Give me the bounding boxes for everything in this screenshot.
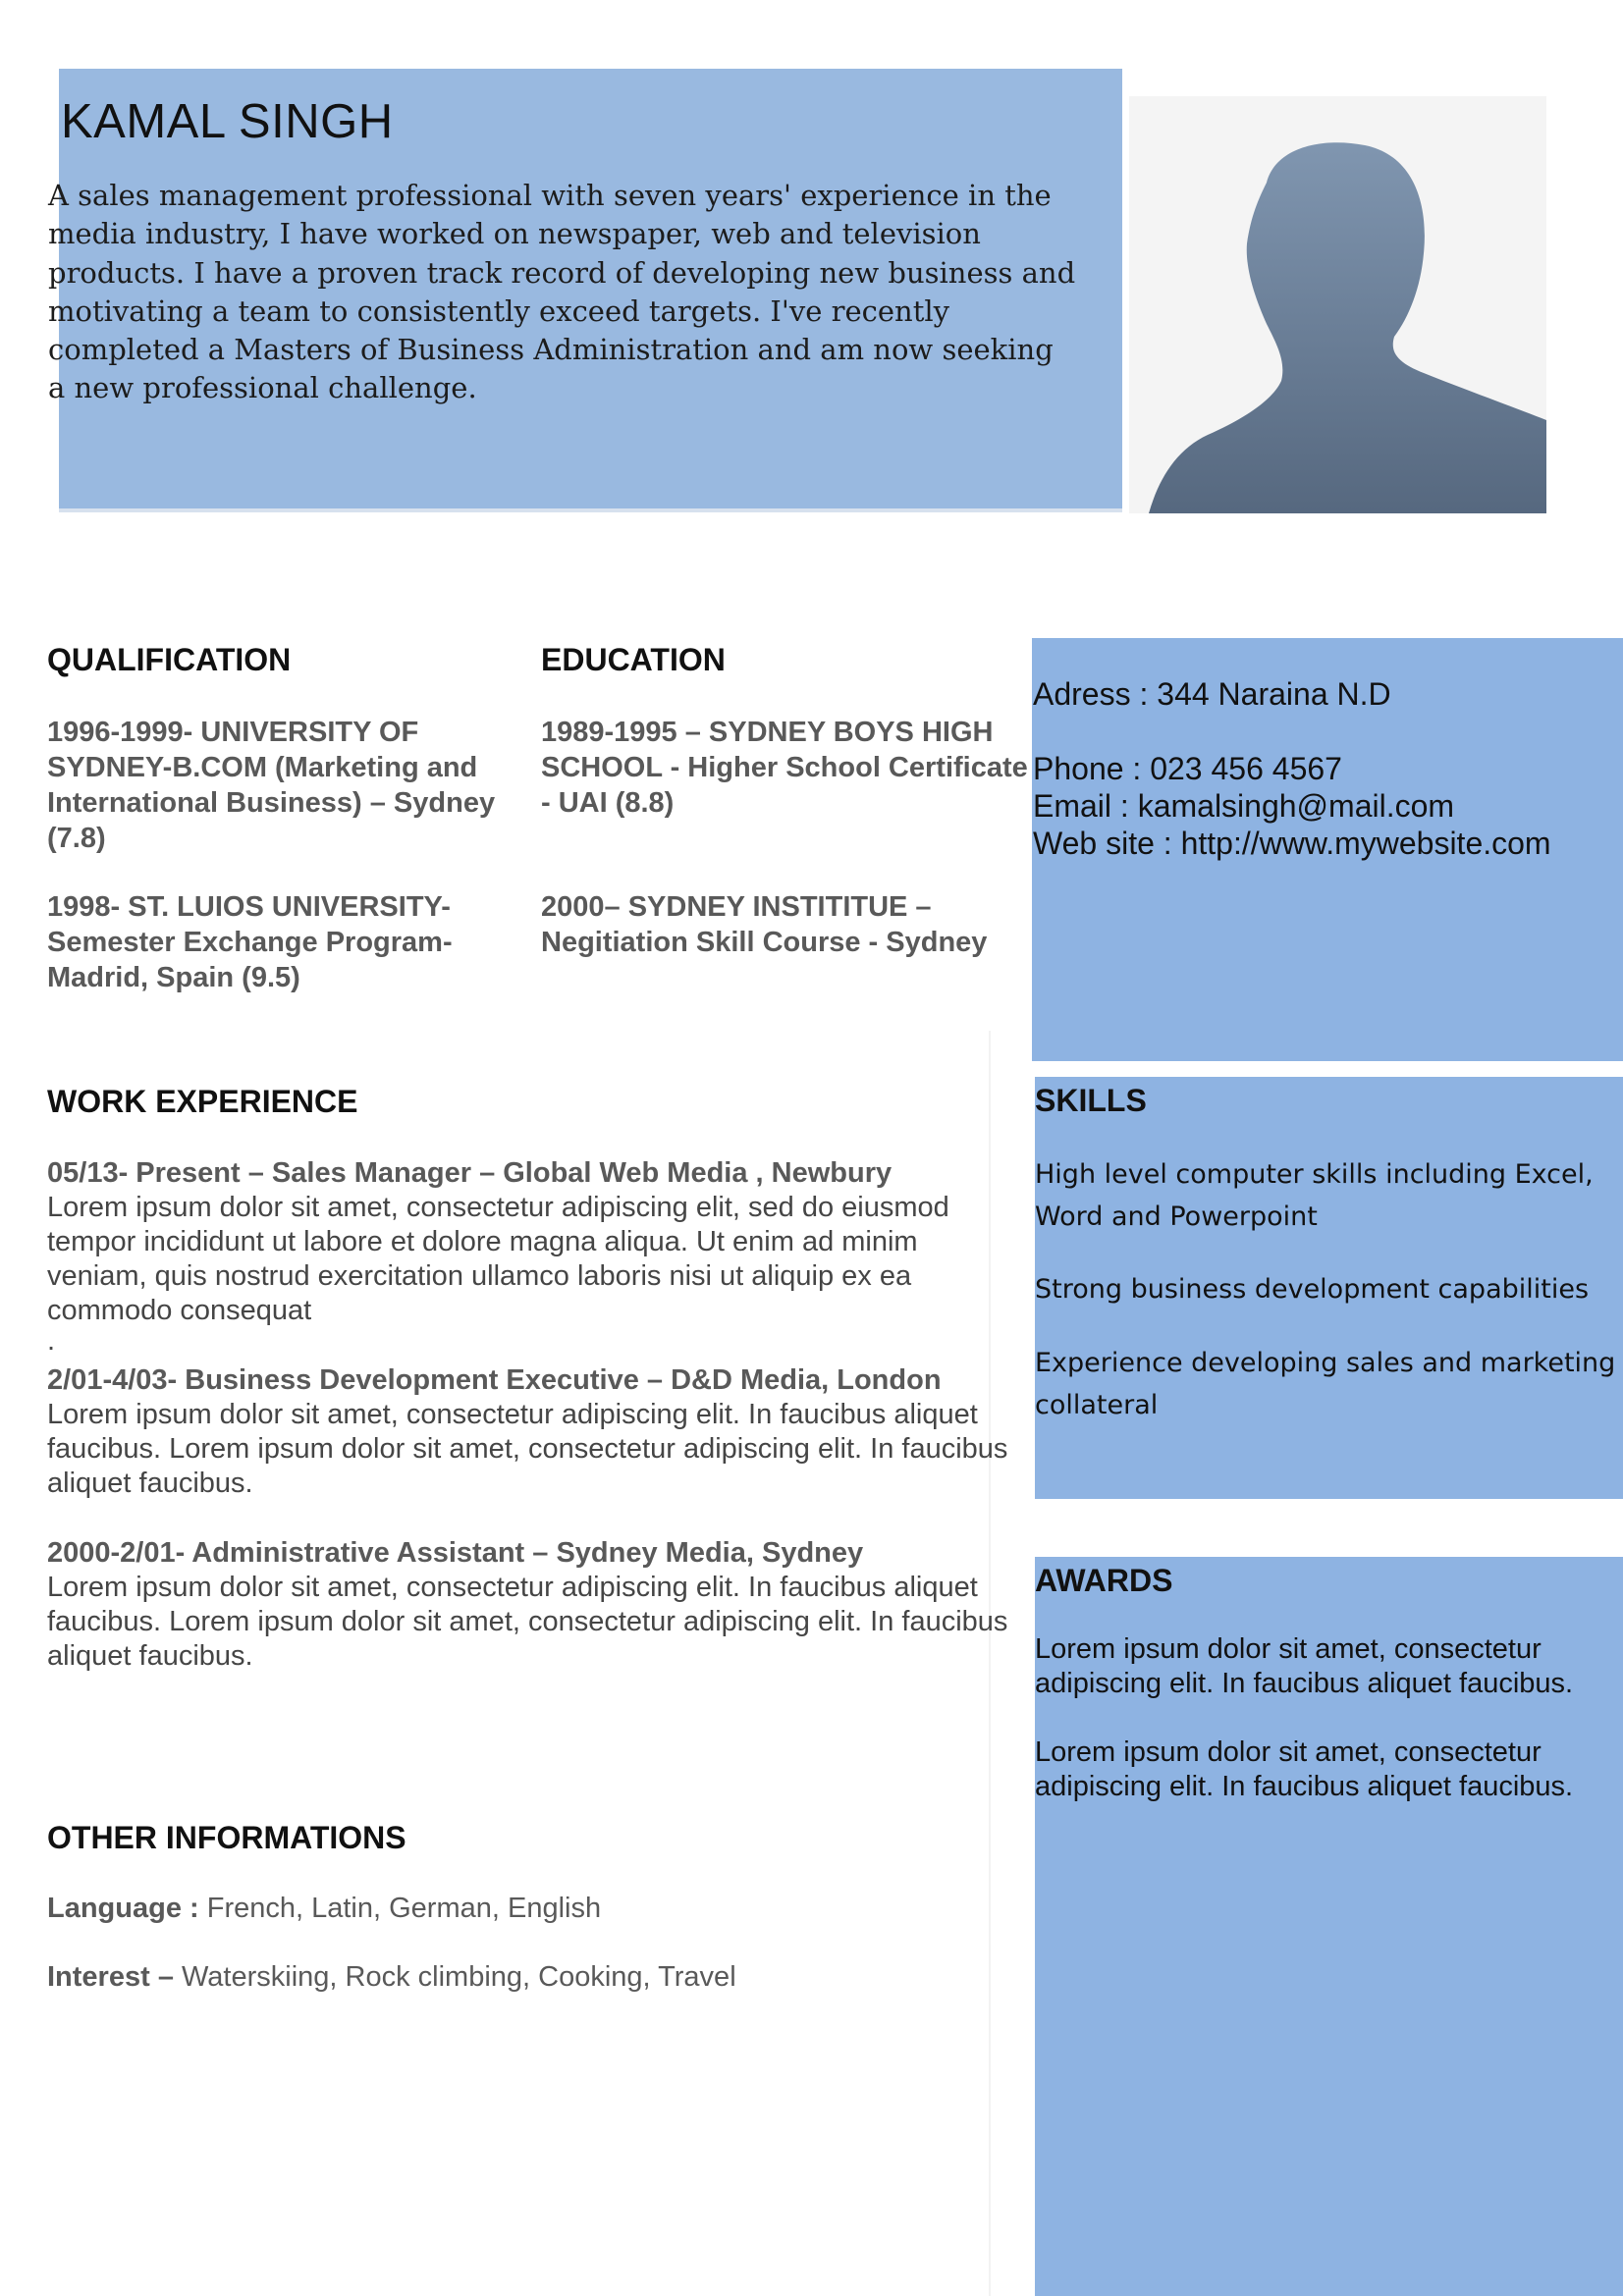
job-entry — [47, 1535, 1034, 1674]
job-entry — [47, 1362, 1034, 1501]
skills-heading: SKILLS — [1035, 1083, 1147, 1118]
job-separator: . — [47, 1325, 56, 1357]
job-entry — [47, 1155, 1034, 1357]
qualification-item: 1996-1999- UNIVERSITY OF SYDNEY-B.COM (Marketing and International Business) – Sydney (7.8) — [47, 717, 496, 854]
contact-website: Web site : http://www.mywebsite.com — [1033, 826, 1551, 861]
skill-item: Experience developing sales and marketing collateral — [1035, 1348, 1616, 1420]
skill-item: Strong business development capabilities — [1035, 1274, 1590, 1305]
job-description: Lorem ipsum dolor sit amet, consectetur adipiscing elit. In faucibus aliquet faucibus. Lorem ipsum dolor sit amet, consectetur adipiscing elit. In faucibus aliquet faucibus. — [47, 1399, 1008, 1499]
skill-item: High level computer skills including Excel, Word and Powerpoint — [1035, 1159, 1594, 1232]
job-description: Lorem ipsum dolor sit amet, consectetur adipiscing elit, sed do eiusmod tempor incididunt ut labore et dolore magna aliqua. Ut enim ad minim veniam, quis nostrud exercitation ullamco laboris nisi ut aliquip ex ea commodo consequat — [47, 1192, 949, 1326]
job-heading: 05/13- Present – Sales Manager – Global Web Media , Newbury — [47, 1157, 893, 1189]
work-experience-heading: WORK EXPERIENCE — [47, 1084, 358, 1119]
language-line — [47, 1892, 601, 1926]
job-heading: 2/01-4/03- Business Development Executive – D&D Media, London — [47, 1364, 942, 1396]
interest-line — [47, 1960, 736, 1995]
education-item: 2000– SYDNEY INSTITITUE – Negitiation Skill Course - Sydney — [541, 891, 988, 958]
header-divider — [59, 508, 1122, 512]
interest-label: Interest – — [47, 1961, 174, 1993]
job-description: Lorem ipsum dolor sit amet, consectetur adipiscing elit. In faucibus aliquet faucibus. Lorem ipsum dolor sit amet, consectetur adipiscing elit. In faucibus aliquet faucibus. — [47, 1572, 1008, 1672]
other-informations-heading: OTHER INFORMATIONS — [47, 1820, 406, 1855]
contact-address: Adress : 344 Naraina N.D — [1033, 676, 1391, 712]
language-label: Language : — [47, 1893, 199, 1924]
qualification-item: 1998- ST. LUIOS UNIVERSITY- Semester Exchange Program- Madrid, Spain (9.5) — [47, 891, 453, 993]
job-heading: 2000-2/01- Administrative Assistant – Sydney Media, Sydney — [47, 1537, 864, 1569]
interest-value: Waterskiing, Rock climbing, Cooking, Travel — [173, 1961, 736, 1993]
contact-email: Email : kamalsingh@mail.com — [1033, 788, 1455, 824]
education-heading: EDUCATION — [541, 642, 726, 677]
language-value: French, Latin, German, English — [198, 1893, 602, 1924]
person-silhouette-icon — [1129, 96, 1546, 513]
qualification-heading: QUALIFICATION — [47, 642, 292, 677]
contact-phone: Phone : 023 456 4567 — [1033, 751, 1342, 786]
profile-summary: A sales management professional with seven years' experience in the media industry, I have worked on newspaper, web and television products. I have a proven track record of developing new business and motivating a team to consistently exceed targets. I've recently completed a Masters of Business Administration and am now seeking a new professional challenge. — [48, 179, 1076, 405]
profile-photo — [1129, 96, 1546, 513]
education-item: 1989-1995 – SYDNEY BOYS HIGH SCHOOL - Higher School Certificate - UAI (8.8) — [541, 717, 1028, 819]
awards-heading: AWARDS — [1035, 1563, 1173, 1598]
candidate-name: KAMAL SINGH — [61, 95, 394, 148]
award-item: Lorem ipsum dolor sit amet, consectetur adipiscing elit. In faucibus aliquet faucibus. — [1035, 1633, 1574, 1699]
award-item: Lorem ipsum dolor sit amet, consectetur adipiscing elit. In faucibus aliquet faucibus. — [1035, 1736, 1574, 1802]
